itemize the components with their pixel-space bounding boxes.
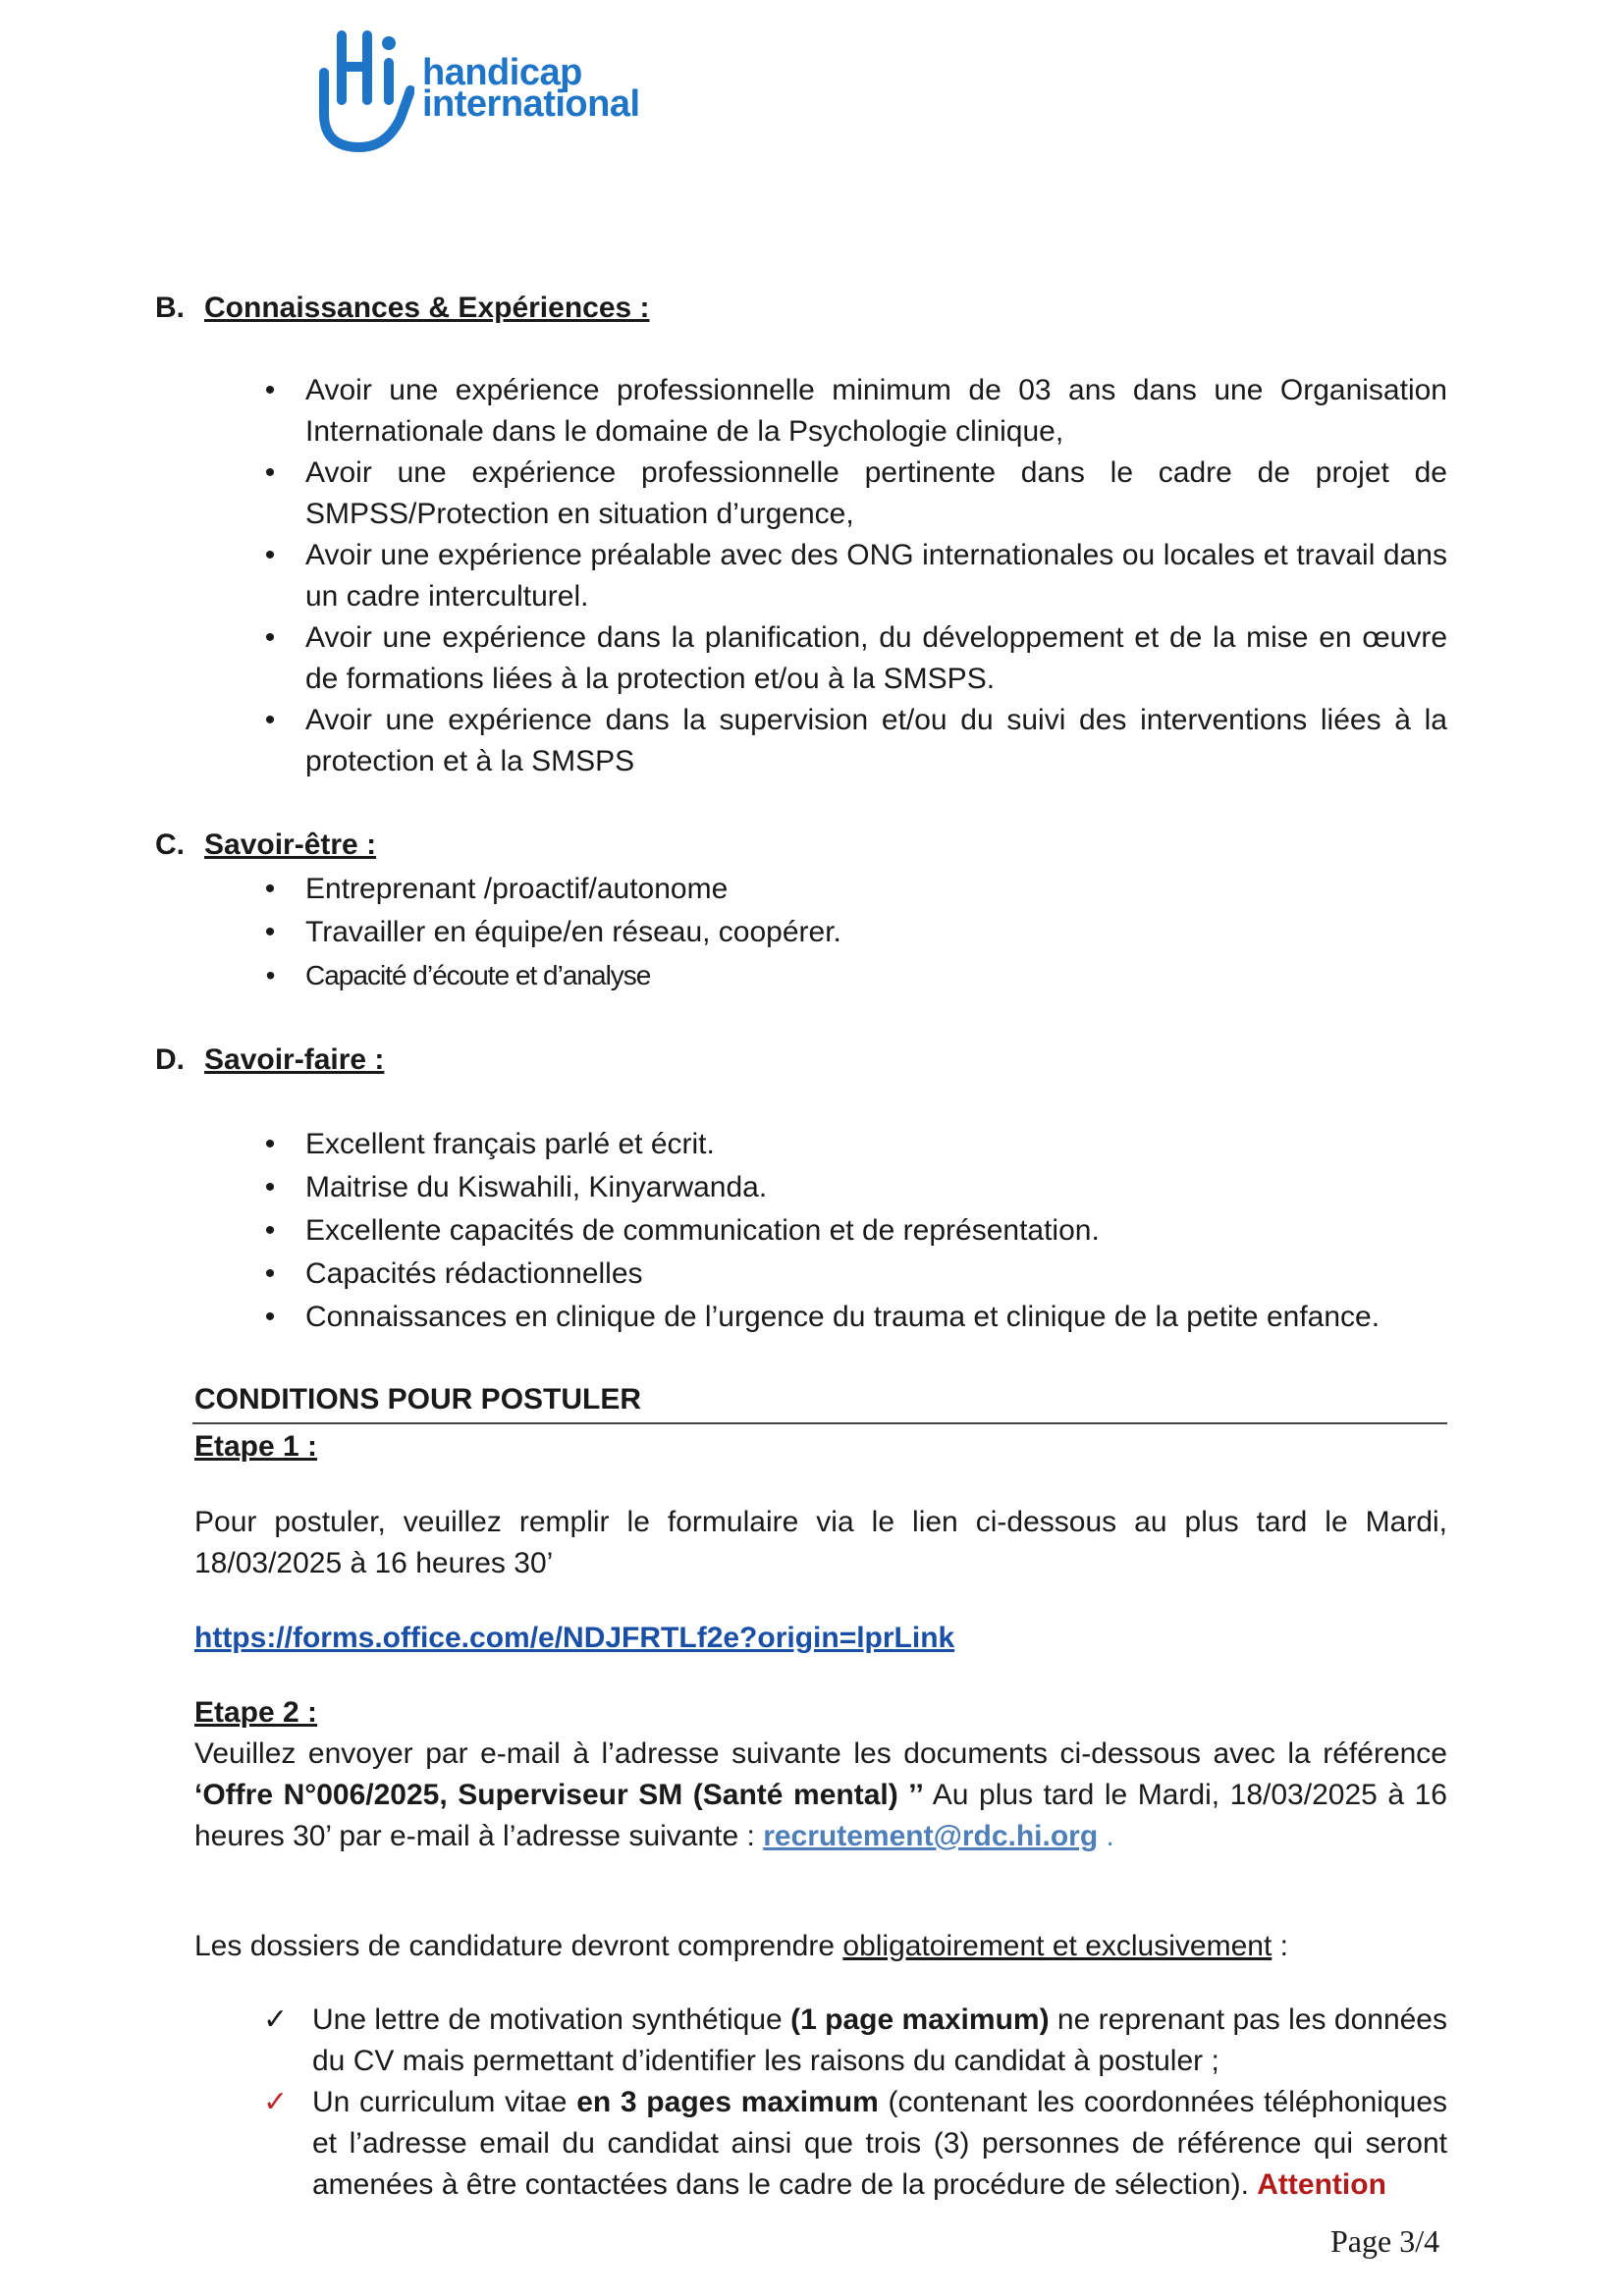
bullet-icon: • [264, 704, 276, 736]
checkmark-icon: ✓ [263, 2086, 289, 2118]
hand-logo-icon [316, 27, 414, 155]
attention-label: Attention [1257, 2168, 1386, 2201]
section-title: Savoir-faire : [204, 1043, 385, 1076]
bullet-icon: • [264, 621, 276, 654]
conditions-title: CONDITIONS POUR POSTULER [194, 1383, 642, 1415]
bullet-icon: • [264, 1128, 276, 1160]
list-item: • Travailler en équipe/en réseau, coopérer. [305, 911, 1447, 954]
list-item: • Avoir une expérience professionnelle minimum de 03 ans dans une Organisation Internationale dans le domaine de la Psychologie clinique, [305, 370, 1447, 453]
checkmark-icon: ✓ [263, 2003, 289, 2036]
bullet-icon: • [264, 456, 276, 489]
list-item: • Entreprenant /proactif/autonome [305, 868, 1447, 911]
list-item: • Avoir une expérience professionnelle pertinente dans le cadre de projet de SMPSS/Protection en situation d’urgence, [305, 453, 1447, 535]
bullet-icon: • [264, 916, 276, 948]
list-item: • Avoir une expérience dans la planification, du développement et de la mise en œuvre de formations liées à la protection et/ou à la SMSPS. [305, 617, 1447, 700]
bullet-icon: • [265, 960, 275, 990]
bullet-icon: • [264, 374, 276, 406]
checklist-item: ✓ Une lettre de motivation synthétique (1 page maximum) ne reprenant pas les données du CV mais permettant d’identifier les raisons du candidat à postuler ; [312, 2000, 1447, 2082]
etape1-text: Pour postuler, veuillez remplir le formulaire via le lien ci-dessous au plus tard le Mardi, 18/03/2025 à 16 heures 30’ [194, 1506, 1447, 1579]
recruitment-email-link[interactable]: recrutement@rdc.hi.org [763, 1820, 1099, 1852]
logo-text-international: international [422, 83, 640, 125]
bullet-icon: • [264, 539, 276, 571]
section-b-list [264, 370, 1447, 782]
logo-text-handicap: handicap [422, 52, 582, 93]
etape2-label: Etape 2 : [194, 1696, 318, 1729]
section-b-heading [155, 288, 650, 329]
application-form-link[interactable]: https://forms.office.com/e/NDJFRTLf2e?origin=lprLink [194, 1622, 955, 1654]
list-item: • Excellent français parlé et écrit. [305, 1123, 1447, 1166]
section-letter: C. [155, 828, 185, 861]
list-item: • Maitrise du Kiswahili, Kinyarwanda. [305, 1166, 1447, 1209]
list-item: • Avoir une expérience préalable avec des ONG internationales ou locales et travail dans un cadre interculturel. [305, 535, 1447, 617]
bullet-icon: • [264, 1214, 276, 1247]
list-item: • Capacité d’écoute et d’analyse [305, 954, 1447, 997]
section-c-heading [155, 825, 376, 866]
section-letter: D. [155, 1043, 185, 1076]
bullet-icon: • [264, 1301, 276, 1333]
conditions-divider [192, 1422, 1447, 1424]
section-title: Connaissances & Expériences : [204, 292, 650, 324]
etape2-text: Veuillez envoyer par e-mail à l’adresse suivante les documents ci-dessous avec la référence ‘Offre N°006/2025, Superviseur SM (Santé mental) ’’ Au plus tard le Mardi, 18/03/2025 à 16 heures 30’ par e-mail à l’adresse suivante : recrutement@rdc.hi.org . [194, 1737, 1447, 1852]
bullet-icon: • [264, 873, 276, 905]
list-item: • Avoir une expérience dans la supervision et/ou du suivi des interventions liées à la protection et à la SMSPS [305, 700, 1447, 782]
list-item: • Connaissances en clinique de l’urgence du trauma et clinique de la petite enfance. [305, 1296, 1447, 1339]
handicap-international-logo [316, 27, 660, 155]
bullet-icon: • [264, 1171, 276, 1203]
list-item: • Capacités rédactionnelles [305, 1253, 1447, 1296]
dossiers-emphasis: obligatoirement et exclusivement [842, 1930, 1272, 1962]
etape1-label: Etape 1 : [194, 1430, 318, 1463]
offer-reference: ‘Offre N°006/2025, Superviseur SM (Santé mental) ’’ [194, 1779, 924, 1811]
bullet-icon: • [264, 1257, 276, 1290]
section-letter: B. [155, 292, 185, 324]
section-d-heading [155, 1040, 384, 1081]
checklist-item: ✓ Un curriculum vitae en 3 pages maximum (contenant les coordonnées téléphoniques et l’adresse email du candidat ainsi que trois (3) personnes de référence qui seront amenées à être contactées dans le cadre de la procédure de sélection). Attention [312, 2082, 1447, 2206]
page-number: Page 3/4 [1330, 2223, 1440, 2259]
list-item: • Excellente capacités de communication et de représentation. [305, 1209, 1447, 1253]
dossiers-intro: Les dossiers de candidature devront comprendre obligatoirement et exclusivement : [194, 1930, 1288, 1962]
section-d-list [264, 1123, 1447, 1339]
section-title: Savoir-être : [204, 828, 377, 861]
section-c-list [264, 868, 1447, 997]
